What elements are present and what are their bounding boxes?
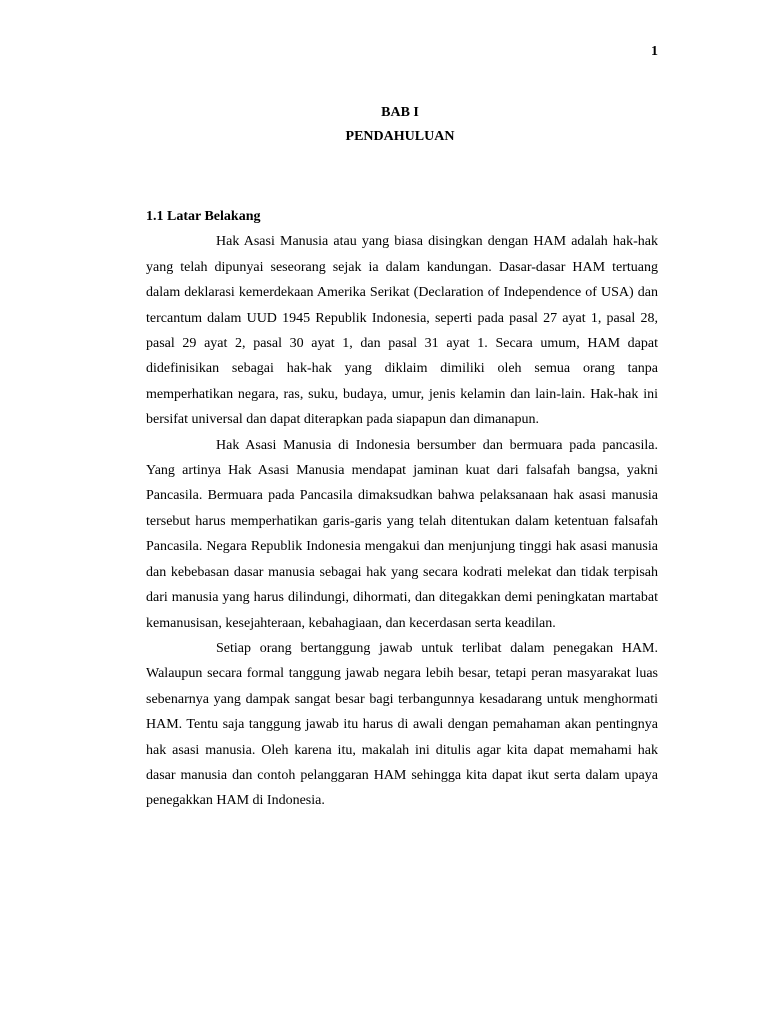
section-heading: 1.1 Latar Belakang [146,209,261,224]
chapter-label: BAB I [381,105,419,120]
paragraph-3: Setiap orang bertanggung jawab untuk terlibat dalam penegakan HAM. Walaupun secara formal tanggung jawab negara lebih besar, tetapi peran masyarakat luas sebenarnya yang dampak sangat besar bagi terbangunnya kesadarang untuk menghormati HAM. Tentu saja tanggung jawab itu harus di awali dengan pemahaman akan pentingnya hak asasi manusia. Oleh karena itu, makalah ini ditulis agar kita dapat memahami hak dasar manusia dan contoh pelanggaran HAM sehingga kita dapat ikut serta dalam upaya penegakkan HAM di Indonesia. [146,640,658,809]
page-number: 1 [651,44,658,59]
paragraph-1: Hak Asasi Manusia atau yang biasa disingkan dengan HAM adalah hak-hak yang telah dipunyai seseorang sejak ia dalam kandungan. Dasar-dasar HAM tertuang dalam deklarasi kemerdekaan Amerika Serikat (Declaration of Independence of USA) dan tercantum dalam UUD 1945 Republik Indonesia, seperti pada pasal 27 ayat 1, pasal 28, pasal 29 ayat 2, pasal 30 ayat 1, dan pasal 31 ayat 1. Secara umum, HAM dapat didefinisikan sebagai hak-hak yang diklaim dimiliki oleh semua orang tanpa memperhatikan negara, ras, suku, budaya, umur, jenis kelamin dan lain-lain. Hak-hak ini bersifat universal dan dapat diterapkan pada siapapun dan dimanapun. [146,234,658,428]
paragraph-2: Hak Asasi Manusia di Indonesia bersumber dan bermuara pada pancasila. Yang artinya Hak Asasi Manusia mendapat jaminan kuat dari falsafah bangsa, yakni Pancasila. Bermuara pada Pancasila dimaksudkan bahwa pelaksanaan hak asasi manusia tersebut harus memperhatikan garis-garis yang telah ditentukan dalam ketentuan falsafah Pancasila. Negara Republik Indonesia mengakui dan menjunjung tinggi hak asasi manusia dan kebebasan dasar manusia sebagai hak yang secara kodrati melekat dan tidak terpisah dari manusia yang harus dilindungi, dihormati, dan ditegakkan demi peningkatan martabat kemanusisan, kesejahteraan, kebahagiaan, dan kecerdasan serta keadilan. [146,437,658,631]
section-body [146,204,658,814]
chapter-title: PENDAHULUAN [345,129,455,144]
